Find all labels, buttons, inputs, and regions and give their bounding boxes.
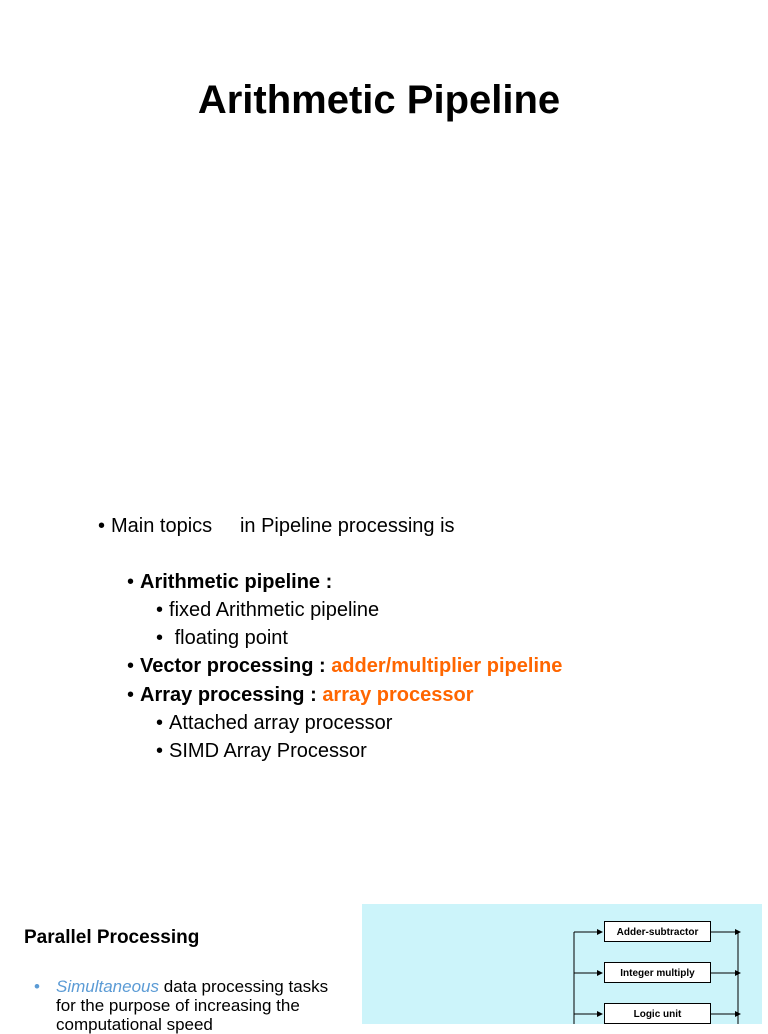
bullet-floating-point <box>156 626 288 650</box>
unit-box-logic-unit: Logic unit <box>604 1003 711 1024</box>
bullet-vector-processing <box>127 654 562 678</box>
bullet-emphasis: Simultaneous <box>56 977 160 996</box>
bullet-text: Attached array processor <box>169 712 393 734</box>
bullet-main-topics <box>98 514 455 538</box>
bullet-simd-array <box>156 739 367 763</box>
bullet-marker: • <box>34 977 40 996</box>
bullet-attached-array <box>156 711 392 735</box>
bullet-marker: • <box>127 655 135 677</box>
bullet-fixed-arithmetic <box>156 598 379 622</box>
bullet-label: Vector processing : <box>140 655 332 677</box>
bullet-marker: • <box>156 712 164 734</box>
slide-parallel-processing <box>0 895 768 1034</box>
bullet-text: floating point <box>169 627 288 649</box>
bullet-array-processing <box>127 683 474 707</box>
bullet-text: Main topics in Pipeline processing is <box>111 515 455 537</box>
bullet-text: Arithmetic pipeline : <box>140 571 333 593</box>
functional-units-diagram <box>362 904 762 1024</box>
slide-title: Parallel Processing <box>24 927 200 948</box>
bullet-text: SIMD Array Processor <box>169 740 367 762</box>
bullet-text-block <box>56 977 346 1034</box>
slide-title: Arithmetic Pipeline <box>197 78 561 122</box>
bullet-marker: • <box>98 515 106 537</box>
bullet-marker: • <box>127 571 135 593</box>
bullet-marker: • <box>156 599 164 621</box>
bullet-highlight: array processor <box>322 684 474 706</box>
bullet-highlight: adder/multiplier pipeline <box>331 655 563 677</box>
bullet-arithmetic-pipeline <box>127 570 332 594</box>
bullet-marker: • <box>127 684 135 706</box>
bullet-marker: • <box>156 740 164 762</box>
bullet-label: Array processing : <box>140 684 323 706</box>
bullet-text: data processing tasks for the purpose of increasing the computational speed <box>56 977 329 1034</box>
bullet-text: fixed Arithmetic pipeline <box>169 599 380 621</box>
bullet-marker: • <box>156 627 164 649</box>
unit-box-adder-subtractor: Adder-subtractor <box>604 921 711 942</box>
unit-box-integer-multiply: Integer multiply <box>604 962 711 983</box>
